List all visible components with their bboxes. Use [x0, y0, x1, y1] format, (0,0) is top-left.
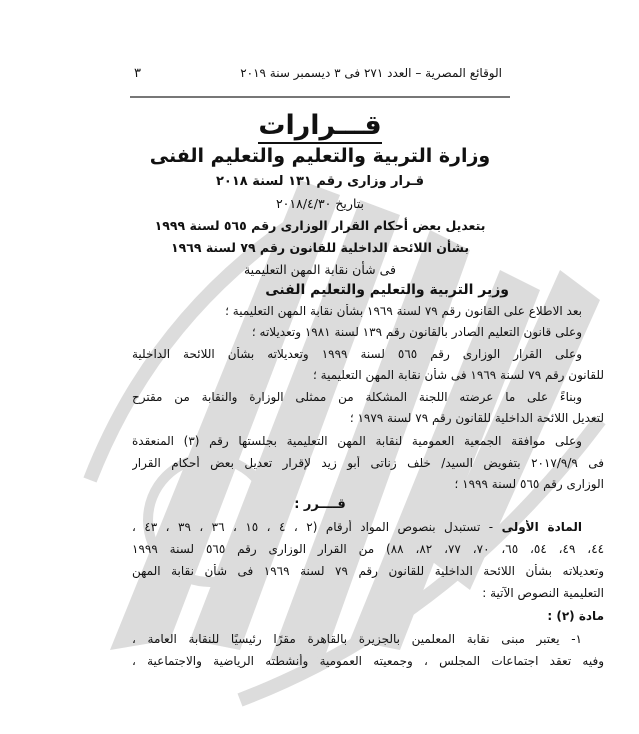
header-text: الوقائع المصرية – العدد ٢٧١ فى ٣ ديسمبر سنة ٢٠١٩: [240, 66, 502, 80]
decree-date: بتاريخ ٢٠١٨/٤/٣٠: [275, 196, 365, 211]
article-1-line: وتعديلاته بشأن اللائحة الداخلية للقانون رقم ٧٩ لسنة ١٩٦٩ فى شأن نقابة المهن: [132, 564, 604, 578]
preamble-line: بعد الاطلاع على القانون رقم ٧٩ لسنة ١٩٦٩ بشأن نقابة المهن التعليمية ؛: [225, 304, 582, 318]
article-1-label: المادة الأولى: [501, 520, 582, 534]
decided-heading: قــــرر :: [294, 497, 346, 512]
preamble-line: وعلى القرار الوزارى رقم ٥٦٥ لسنة ١٩٩٩ وتعديلاته بشأن اللائحة الداخلية: [132, 347, 582, 361]
article-2-line: ١- يعتبر مبنى نقابة المعلمين بالجزيرة بالقاهرة مقرًا رئيسيًا للنقابة العامة ،: [132, 632, 582, 646]
preamble-line: لتعديل اللائحة الداخلية للقانون رقم ٧٩ لسنة ١٩٧٩ ؛: [349, 411, 604, 425]
preamble-line: فى ٢٠١٧/٩/٩ بتفويض السيد/ خلف زناتى أبو زيد لإقرار تعديل بعض أحكام القرار: [132, 456, 604, 470]
article-2-label: مادة (٢) :: [547, 609, 604, 623]
preamble-line: وبناءً على ما عرضته اللجنة المشكلة من ممثلى الوزارة والنقابة من مقترح: [132, 390, 582, 404]
decree-subject-line: بتعديل بعض أحكام القرار الوزارى رقم ٥٦٥ لسنة ١٩٩٩: [154, 218, 486, 233]
section-title: [100, 110, 540, 141]
article-1-line: التعليمية النصوص الآتية :: [482, 586, 604, 600]
decree-number: قـرار وزارى رقم ١٣١ لسنة ٢٠١٨: [215, 174, 425, 189]
section-title-text: قـــرارات: [258, 110, 381, 144]
decree-subject-line: فى شأن نقابة المهن التعليمية: [243, 262, 397, 277]
preamble-line: الوزارى رقم ٥٦٥ لسنة ١٩٩٩ ؛: [454, 477, 604, 491]
page-number: ٣: [134, 66, 141, 81]
article-1-line: [132, 520, 604, 534]
article-1-line: ٤٤، ٤٩، ٥٤، ٦٥، ٧٠، ٧٧، ٨٢، ٨٨) من القرار الوزارى رقم ٥٦٥ لسنة ١٩٩٩: [132, 542, 604, 556]
article-1-text: - تستبدل بنصوص المواد أرقام (٢ ، ٤ ، ١٥ ، ٣٦ ، ٣٩ ، ٤٣ ،: [132, 520, 494, 534]
minister-title: وزير التربية والتعليم والتعليم الفنى: [265, 282, 509, 298]
header-rule: [130, 96, 510, 98]
article-2-line: وفيه تعقد اجتماعات المجلس ، وجمعيته العمومية وأنشطته الرياضية والاجتماعية ،: [132, 654, 604, 668]
ministry-name: وزارة التربية والتعليم والتعليم الفنى: [149, 145, 491, 167]
page-header: [130, 66, 510, 84]
preamble-line: للقانون رقم ٧٩ لسنة ١٩٦٩ فى شأن نقابة المهن التعليمية ؛: [313, 368, 604, 382]
preamble-line: وعلى قانون التعليم الصادر بالقانون رقم ١٣٩ لسنة ١٩٨١ وتعديلاته ؛: [251, 325, 582, 339]
decree-subject-line: بشأن اللائحة الداخلية للقانون رقم ٧٩ لسنة ١٩٦٩: [170, 240, 470, 255]
preamble-line: وعلى موافقة الجمعية العمومية لنقابة المهن التعليمية بجلستها رقم (٣) المنعقدة: [132, 434, 582, 448]
